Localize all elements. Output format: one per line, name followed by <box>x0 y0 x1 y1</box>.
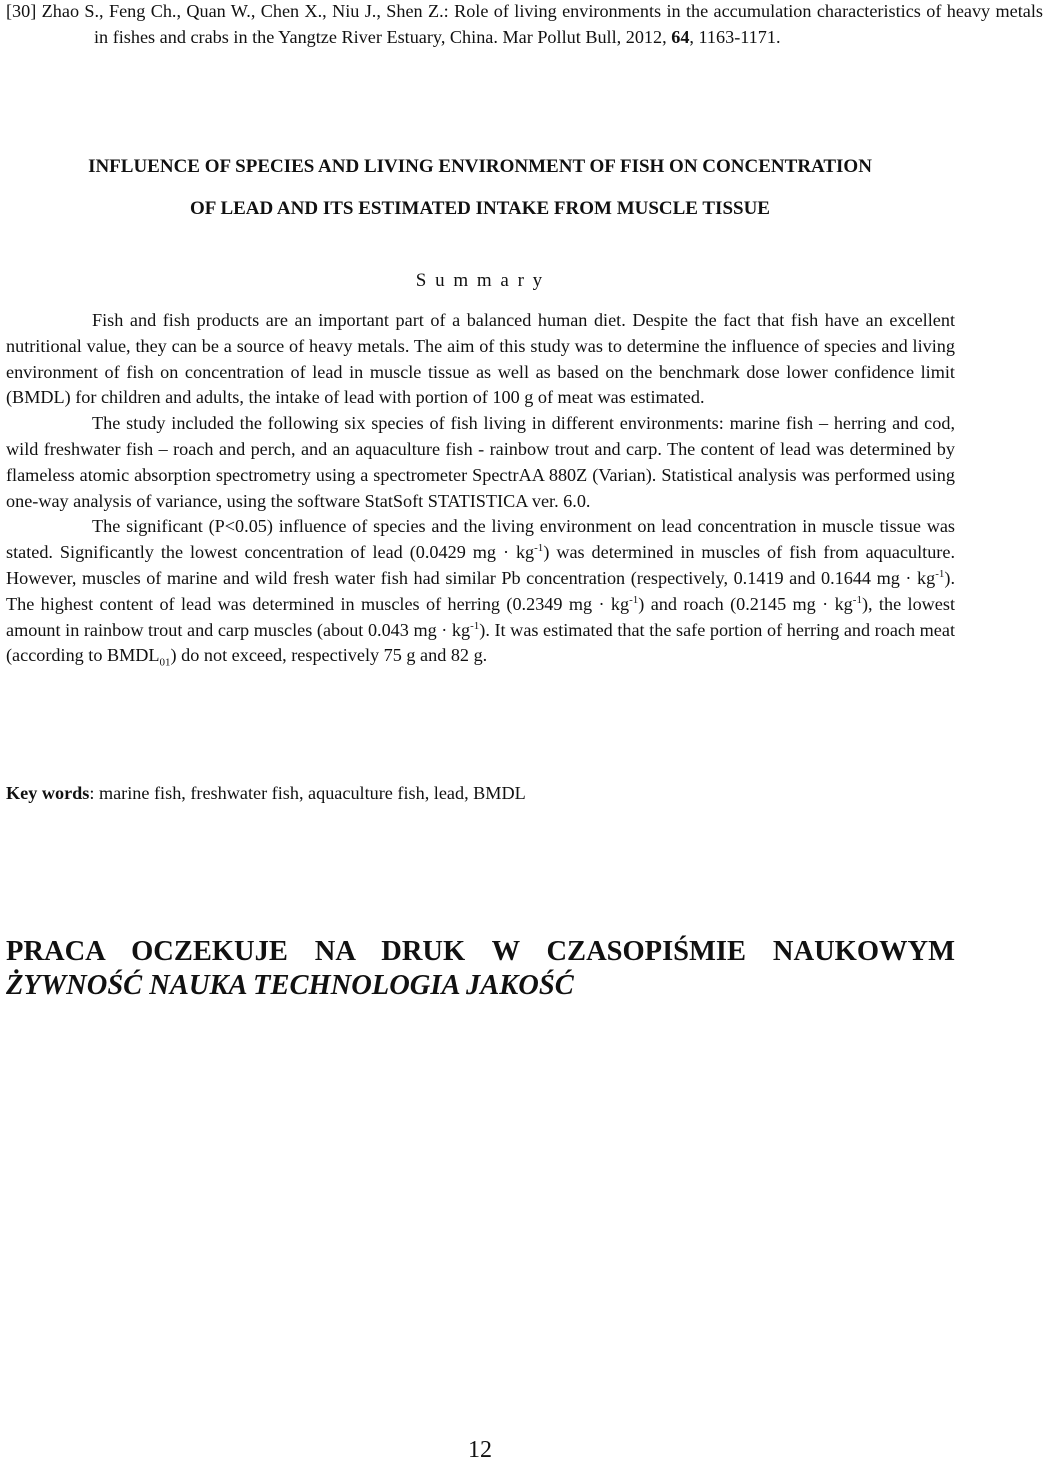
summary-paragraph-3: The significant (P<0.05) influence of species and the living environment on lead concentration in muscle tissue was stated. Significantly the lowest concentration of lead (0.0429 mg · $kg^{-1}$) was determined in muscles of fish from aquaculture. However, muscles of marine and wild fresh water fish had similar Pb concentration (respectively, 0.1419 and 0.1644 mg · $kg^{-1}$). The highest content of lead was determined in muscles of herring (0.2349 mg · $kg^{-1}$) and roach (0.2145 mg · $kg^{-1}$), the lowest amount in rainbow trout and carp muscles (about 0.043 mg · $kg^{-1}$). It was estimated that the safe portion of herring and roach meat (according to $BMDL_{01}$) do not exceed, respectively 75 g and 82 g. <box>6 516 956 669</box>
reference-title: Role of living environments in the accumulation characteristics of heavy metals in fishes and crabs in the Yangtze River Estuary, China. <box>94 1 1043 47</box>
page-number: 12 <box>468 1437 492 1463</box>
notice-line-1: PRACA OCZEKUJE NA DRUK W CZASOPIŚMIE NAUKOWYM <box>6 936 955 967</box>
summary-heading: S u m m a r y <box>415 270 545 291</box>
reference-authors: Zhao S., Feng Ch., Quan W., Chen X., Niu J., Shen Z.: <box>41 1 449 21</box>
keywords-text: : marine fish, freshwater fish, aquaculture fish, lead, BMDL <box>89 783 526 803</box>
reference-journal: Mar Pollut Bull, 2012, <box>502 26 667 47</box>
summary-paragraph-2: The study included the following six species of fish living in different environments: marine fish – herring and cod, wild freshwater fish – roach and perch, and an aquaculture fish - rainbow trout and carp. The content of lead was determined by flameless atomic absorption spectrometry using a spectrometer SpectrAA 880Z (Varian). Statistical analysis was performed using one-way analysis of variance, using the software StatSoft STATISTICA ver. 6.0. <box>6 413 955 511</box>
title-line-2: OF LEAD AND ITS ESTIMATED INTAKE FROM MUSCLE TISSUE <box>190 198 770 219</box>
summary-body <box>6 308 955 669</box>
reference-pages: , 1163-1171. <box>689 26 781 47</box>
summary-paragraph-1: Fish and fish products are an important part of a balanced human diet. Despite the fact that fish have an excellent nutritional value, they can be a source of heavy metals. The aim of this study was to determine the influence of species and living environment of fish on concentration of lead in muscle tissue as well as based on the benchmark dose lower confidence limit (BMDL) for children and adults, the intake of lead with portion of 100 g of meat was estimated. <box>6 310 955 408</box>
keywords <box>6 781 955 807</box>
reference-entry <box>6 0 1043 51</box>
keywords-label: Key words <box>6 783 90 803</box>
reference-volume: 64 <box>671 26 690 47</box>
reference-label: [30] <box>6 1 37 21</box>
paper-title <box>0 146 960 230</box>
title-line-1: INFLUENCE OF SPECIES AND LIVING ENVIRONMENT OF FISH ON CONCENTRATION <box>88 156 872 177</box>
notice-line-2: ŻYWNOŚĆ NAUKA TECHNOLOGIA JAKOŚĆ <box>6 970 574 1001</box>
publication-notice <box>6 935 955 1003</box>
